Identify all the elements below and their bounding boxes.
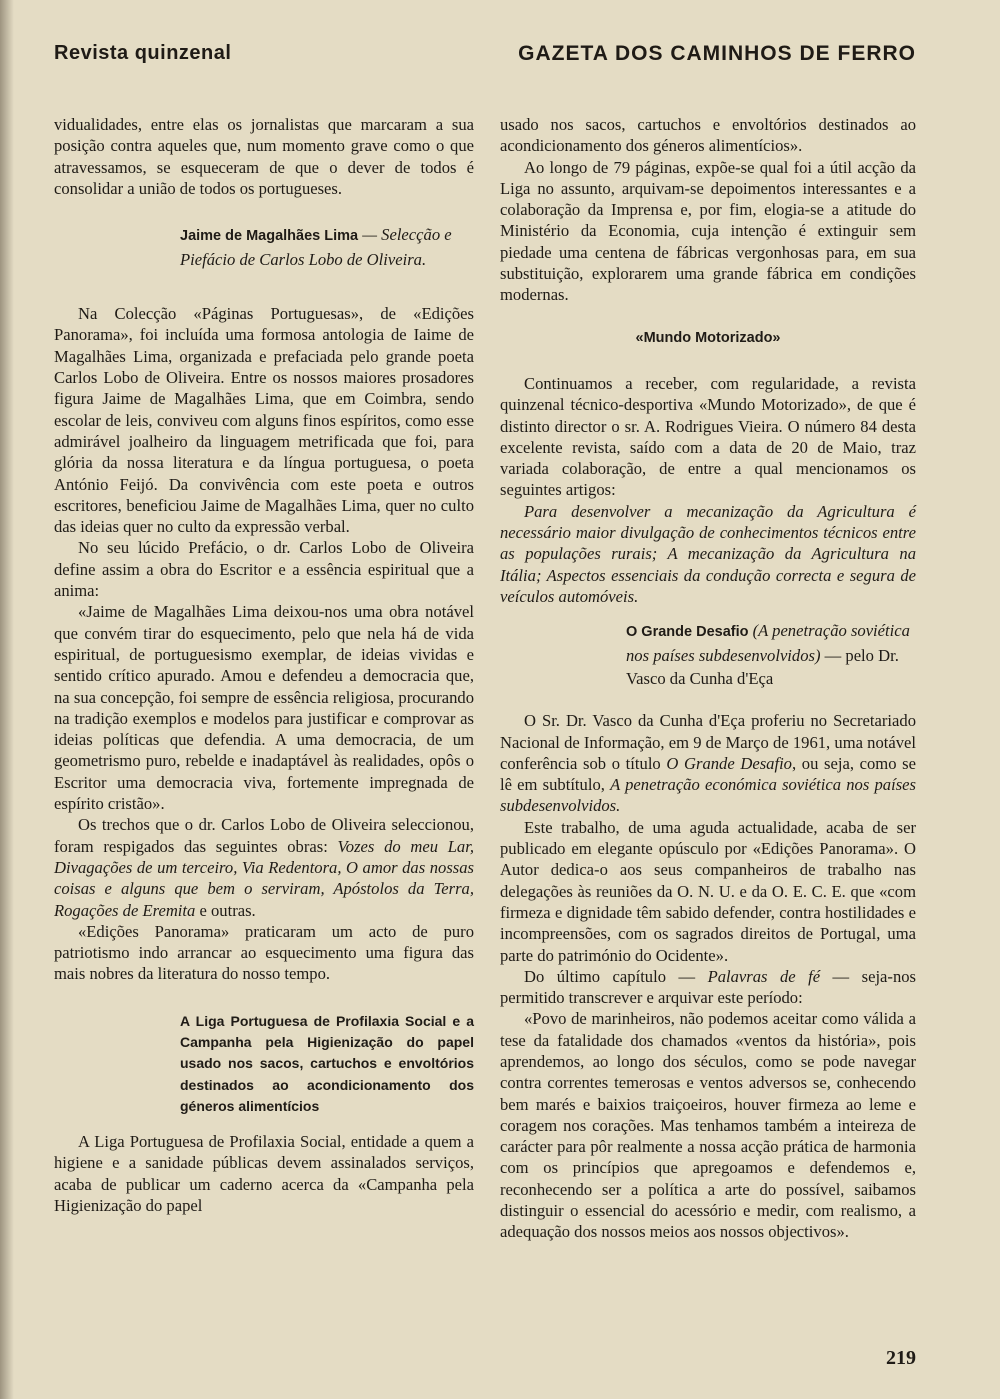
desafio-author: — pelo Dr. Vasco da Cunha d'Eça [626,646,899,689]
paragraph: Na Colecção «Páginas Portuguesas», de «Edições Panorama», foi incluída uma formosa antologia de Iaime de Magalhães Lima, organizada e prefaciada pelo grande poeta Carlos Lobo de Oliveira. Entre os nossos maiores prosadores figura Jaime de Magalhães Lima, que em Coimbra, sendo escolar de leis, conviveu com alguns finos espíritos, como esse admirável joalheiro da linguagem metrificada que foi, para glória da nossa literatura e da língua portuguesa, o poeta António Feijó. Da convivência com este poeta e outros escritores, beneficiou Jaime de Magalhães Lima, quer no culto das ideias quer no culto da expressão verbal. [54,304,474,537]
binding-shadow [0,0,14,1399]
italic-title: O Grande Desafio [666,753,792,773]
section-heading-mundo-motorizado: «Mundo Motorizado» [635,329,781,346]
running-header-right: GAZETA DOS CAMINHOS DE FERRO [518,42,916,65]
section-heading-liga: A Liga Portuguesa de Profilaxia Social e a Campanha pela Higienização do papel usado nos sacos, cartuchos e envoltórios destinados ao acondicionamento dos géneros alimentícios [180,1012,474,1114]
paragraph [500,710,916,816]
text-span: Os trechos que o dr. Carlos Lobo de Oliveira seleccionou, foram respigados das seguintes obras: [54,815,474,856]
book-title-detail: — Selecção e Piefácio de Carlos Lobo de Oliveira. [180,225,452,270]
text-span: — seja-nos permitido transcrever e arquivar este período: [500,966,916,1008]
chapter-title: Palavras de fé [707,966,821,986]
running-header-left: Revista quinzenal [54,42,232,64]
section-heading-grande-desafio [626,619,916,690]
articles-list: Para desenvolver a mecanização da Agricultura é necessário maior divulgação de conhecimentos técnicos entre as populações rurais; A mecanização da Agricultura na Itália; Aspectos essenciais da condução correcta e segura de veículos automóveis. [500,501,916,606]
text-span: Do último capítulo — [524,966,708,986]
left-column [54,114,474,1216]
paragraph: vidualidades, entre elas os jornalistas que marcaram a sua posição contra aqueles que, num momento grave como o que atravessamos, se esqueceram de que o dever de todos é consolidar a união de todos os portugueses. [54,115,474,198]
paragraph: No seu lúcido Prefácio, o dr. Carlos Lobo de Oliveira define assim a obra do Escritor e a essência espiritual que a anima: [54,538,474,601]
book-author: Jaime de Magalhães Lima [180,228,359,245]
paragraph: Este trabalho, de uma aguda actualidade, acaba de ser publicado em elegante opúsculo por «Edições Panorama». O Autor dedica-o aos seus companheiros de trabalho nas delegações às reuniões da O. N. U. e da O. E. C. E. que «com firmeza e dignidade têm sabido defender, contra hostilidades e incompreensões, com os sagrados direitos de Portugal, uma parte do património do Ocidente». [500,817,916,965]
text-span: O Sr. Dr. Vasco da Cunha d'Eça proferiu no Secretariado Nacional de Informação, em 9 de Março de 1961, uma notável conferência sob o título [500,711,916,773]
paragraph: A Liga Portuguesa de Profilaxia Social, entidade a quem a higiene e a sanidade públicas devem assinalados serviços, acaba de publicar um caderno acerca da «Campanha pela Higienização do papel [54,1132,474,1216]
paragraph: Continuamos a receber, com regularidade, a revista quinzenal técnico-desportiva «Mundo Motorizado», de que é distinto director o sr. A. Rodrigues Vieira. O número 84 desta excelente revista, saído com a data de 20 de Maio, traz variada colaboração, de entre a qual mencionamos os seguintes artigos: [500,373,916,500]
text-span: e outras. [195,900,256,920]
desafio-subtitle: (A penetração soviética nos países subdesenvolvidos) [626,621,910,666]
italic-subtitle: A penetração económica soviética nos países subdesenvolvidos. [500,775,916,816]
page-number: 219 [886,1347,916,1369]
right-column [500,114,916,1243]
text-span: , ou seja, como se lê em subtítulo, [500,753,916,795]
book-review-heading [180,223,474,271]
quote-paragraph: «Jaime de Magalhães Lima deixou-nos uma obra notável que convém tirar do esquecimento, pelo que nela há de vida espiritual, de portuguesismo exemplar, de ideias vividas e sentido crítico apurado. Amou e defendeu a democracia que, na sua concepção, foi sempre de essência religiosa, procurando na tradição exemplos e modelos para justificar e comprovar as ideias políticas que defendia. A uma democracia, de um geometrismo puro, rebelde e inadaptável às realidades, opôs o Escritor uma democracia viva, fortemente impregnada de espírito cristão». [54,602,474,814]
quote-paragraph: «Povo de marinheiros, não podemos aceitar como válida a tese da fatalidade dos chamados «ventos da história», pois aprendemos, ao longo dos séculos, como se pode navegar contra correntes temerosas e ventos adversos se, conhecendo bem marés e baixios traiçoeiros, houver firmeza ao leme e coragem nos corações. Mas tenhamos também a inteireza de carácter para pôr realmente a nossa acção prática de harmonia com os princípios que apregoamos e defendemos e, reconhecendo ser a política a arte do possível, saibamos distinguir o essencial do acessório e medir, com realismo, a adequação dos nossos meios aos nossos objectivos». [500,1009,916,1242]
paragraph: Ao longo de 79 páginas, expõe-se qual foi a útil acção da Liga no assunto, arquivam-se depoimentos interessantes e a colaboração da Imprensa e, por fim, elogia-se a atitude do Ministério da Economia, cuja intenção é extinguir sem piedade uma centena de fábricas vergonhosas para, em sua substituição, explorarem uma grande fábrica em condições modernas. [500,157,916,305]
paragraph: usado nos sacos, cartuchos e envoltórios destinados ao acondicionamento dos géneros alimentícios». [500,115,916,156]
paragraph [500,966,916,1009]
desafio-title: O Grande Desafio [626,624,749,641]
paragraph [54,814,474,920]
paragraph: «Edições Panorama» praticaram um acto de puro patriotismo indo arrancar ao esquecimento uma figura das mais nobres da literatura do nosso tempo. [54,921,474,984]
works-list: Vozes do meu Lar, Divagações de um terceiro, Via Redentora, O amor das nossas coisas e alguns que bem o serviram, Apóstolos da Terra, Rogações de Eremita [54,836,474,920]
